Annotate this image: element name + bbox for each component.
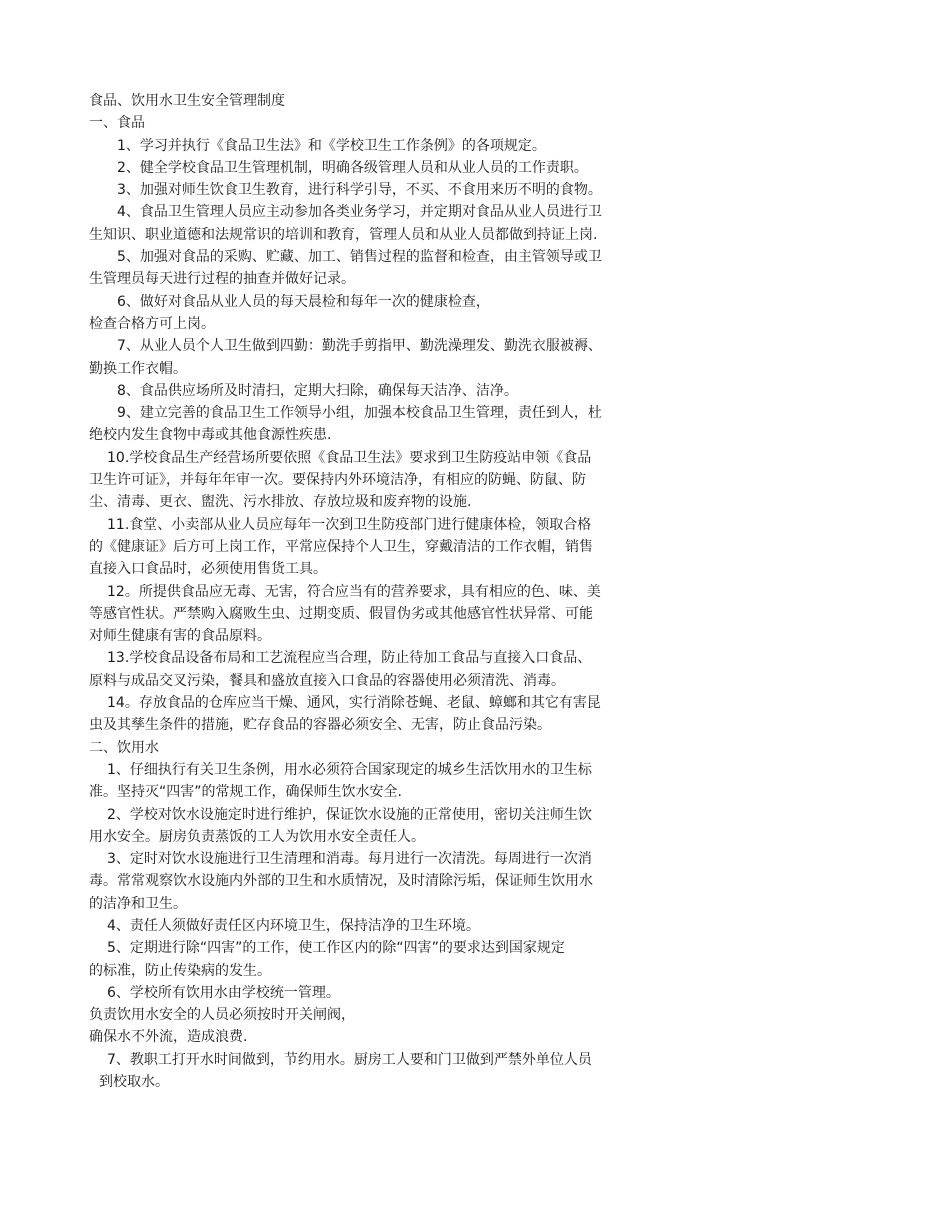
text-line: 11.食堂、小卖部从业人员应每年一次到卫生防疫部门进行健康体检，领取合格: [107, 516, 592, 533]
text-line: 确保水不外流，造成浪费.: [89, 1029, 248, 1046]
text-line: 一、食品: [89, 115, 145, 132]
text-line: 8、食品供应场所及时清扫，定期大扫除，确保每天洁净、洁净。: [117, 382, 518, 399]
text-line: 尘、清毒、更衣、盥洗、污水排放、存放垃圾和废弃物的设施.: [89, 494, 472, 511]
text-line: 原料与成品交叉污染，餐具和盛放直接入口食品的容器使用必须清洗、消毒。: [89, 672, 565, 689]
text-line: 负责饮用水安全的人员必须按时开关闸阀，: [89, 1007, 355, 1024]
text-line: 6、学校所有饮用水由学校统一管理。: [107, 984, 340, 1001]
text-line: 14。存放食品的仓库应当干燥、通风，实行消除苍蝇、老鼠、蟑螂和其它有害昆: [107, 695, 601, 712]
text-line: 3、定时对饮水设施进行卫生清理和消毒。每月进行一次清洗。每周进行一次消: [107, 851, 592, 868]
document-title: 食品、饮用水卫生安全管理制度: [89, 93, 285, 109]
text-line: 用水安全。厨房负责蒸饭的工人为饮用水安全责任人。: [89, 828, 425, 845]
text-line: 卫生许可证》，并每年年审一次。要保持内外环境洁净，有相应的防蝇、防鼠、防: [89, 472, 586, 489]
text-line: 勤换工作衣帽。: [89, 360, 187, 377]
text-line: 的洁净和卫生。: [89, 895, 187, 912]
text-line: 到校取水。: [99, 1074, 169, 1091]
text-line: 直接入口食品时，必须使用售货工具。: [89, 561, 327, 578]
text-line: 准。坚持灭“四害”的常规工作，确保师生饮水安全.: [89, 784, 402, 801]
text-line: 的标准，防止传染病的发生。: [89, 962, 271, 979]
text-line: 4、食品卫生管理人员应主动参加各类业务学习，并定期对食品从业人员进行卫: [117, 204, 602, 221]
text-line: 13.学校食品设备布局和工艺流程应当合理，防止待加工食品与直接入口食品、: [107, 650, 592, 667]
text-line: 绝校内发生食物中毒或其他食源性疾患.: [89, 427, 332, 444]
text-line: 5、定期进行除“四害”的工作，使工作区内的除“四害”的要求达到国家规定: [107, 940, 565, 957]
text-line: 对师生健康有害的食品原料。: [89, 628, 271, 645]
text-line: 3、加强对师生饮食卫生教育，进行科学引导，不买、不食用来历不明的食物。: [117, 182, 602, 199]
text-line: 6、做好对食品从业人员的每天晨检和每年一次的健康检查，: [117, 293, 490, 310]
text-line: 7、从业人员个人卫生做到四勤：勤洗手剪指甲、勤洗澡理发、勤洗衣服被褥、: [117, 338, 602, 355]
text-line: 生管理员每天进行过程的抽查并做好记录。: [89, 271, 355, 288]
text-line: 检查合格方可上岗。: [89, 315, 215, 332]
text-line: 7、教职工打开水时间做到，节约用水。厨房工人要和门卫做到严禁外单位人员: [107, 1051, 592, 1068]
text-line: 二、饮用水: [89, 739, 159, 756]
text-line: 4、责任人须做好责任区内环境卫生，保持洁净的卫生环境。: [107, 917, 480, 934]
document-body: [89, 90, 689, 1093]
text-line: 5、加强对食品的采购、贮藏、加工、销售过程的监督和检查，由主管领导或卫: [117, 249, 602, 266]
text-line: 10.学校食品生产经营场所要依照《食品卫生法》要求到卫生防疫站申领《食品: [107, 449, 592, 466]
text-line: 毒。常常观察饮水设施内外部的卫生和水质情况，及时清除污垢，保证师生饮用水: [89, 873, 593, 890]
text-line: 12。所提供食品应无毒、无害，符合应当有的营养要求，具有相应的色、味、美: [107, 583, 601, 600]
text-line: 的《健康证》后方可上岗工作，平常应保持个人卫生，穿戴清洁的工作衣帽，销售: [89, 538, 593, 555]
text-line: 9、建立完善的食品卫生工作领导小组，加强本校食品卫生管理，责任到人，杜: [117, 405, 602, 422]
text-line: 1、仔细执行有关卫生条例，用水必须符合国家现定的城乡生活饮用水的卫生标: [107, 761, 592, 778]
text-line: 等感官性状。严禁购入腐败生虫、过期变质、假冒伪劣或其他感官性状异常、可能: [89, 605, 593, 622]
text-line: 1、学习并执行《食品卫生法》和《学校卫生工作条例》的各项规定。: [117, 137, 546, 154]
text-line: 2、学校对饮水设施定时进行维护，保证饮水设施的正常使用，密切关注师生饮: [107, 806, 592, 823]
text-line: 生知识、职业道德和法规常识的培训和教育，管理人员和从业人员都做到持证上岗.: [89, 226, 598, 243]
text-line: 虫及其孳生条件的措施，贮存食品的容器必须安全、无害，防止食品污染。: [89, 717, 551, 734]
text-line: 2、健全学校食品卫生管理机制，明确各级管理人员和从业人员的工作责职。: [117, 159, 588, 176]
